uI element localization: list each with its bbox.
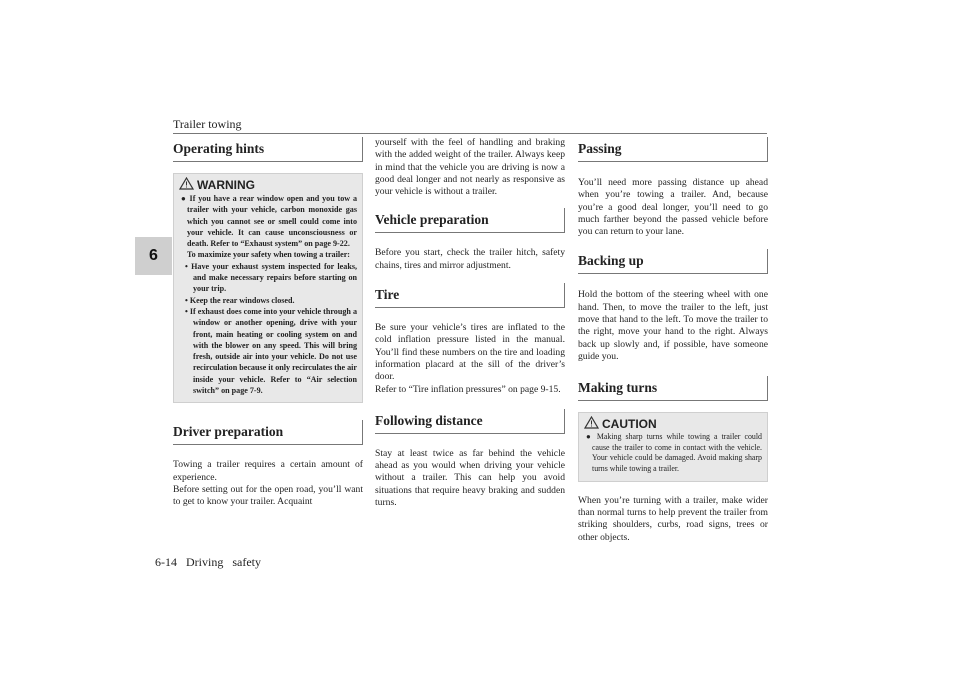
heading-making-turns: Making turns [578,376,768,401]
chapter-tab: 6 [135,237,172,275]
warning-triangle-icon [179,177,194,193]
warning-bullet-text: If you have a rear window open and you tow a trailer with your vehicle, carbon monoxide gas which you cannot see or smell could come into your vehicle. It can cause unconsciousness or death. Refer to “Exhaust system” on page 9-22. [187,194,357,249]
heading-vehicle-preparation: Vehicle preparation [375,208,565,233]
caution-title [584,416,762,432]
continued-paragraph: yourself with the feel of handling and braking with the added weight of the trailer. Always keep in mind that the vehicle you are driving is now a good deal longer and not nearly as responsive as your vehicle is without a trailer. [375,137,565,198]
caution-triangle-icon [584,416,599,432]
driver-paragraph: Towing a trailer requires a certain amount of experience. [173,459,363,483]
heading-tire: Tire [375,283,565,308]
column-3 [578,137,768,544]
backing-paragraph: Hold the bottom of the steering wheel with one hand. Then, to move the trailer to the left, just move that hand to the left. To move the trailer to the right, move your hand to the right. Always back up slowly and, if possible, have someone guide you. [578,289,768,362]
heading-following-distance: Following distance [375,409,565,434]
passing-paragraph: You’ll need more passing distance up ahead when you’re towing a trailer. And, because you’re a good deal longer, you’ll need to go much farther beyond the passed vehicle before you can return to your lane. [578,177,768,238]
warning-item: • Keep the rear windows closed. [185,295,295,305]
caution-bullet-text: Making sharp turns while towing a trailer could cause the trailer to come in contact with the vehicle. Your vehicle could be damaged. Avoid making sharp turns while towing a trailer. [592,432,762,474]
heading-operating-hints: Operating hints [173,137,363,162]
tire-paragraph-2: Refer to “Tire inflation pressures” on page 9-15. [375,383,561,395]
warning-title [179,177,357,193]
vehicle-paragraph: Before you start, check the trailer hitch, safety chains, tires and mirror adjustment. [375,247,565,271]
caution-box [578,412,768,481]
running-footer: 6-14 Driving safety [155,555,261,569]
column-2 [375,137,565,509]
header-rule [173,133,767,134]
heading-backing-up: Backing up [578,249,768,274]
warning-item: • Have your exhaust system inspected for leaks, and make necessary repairs before starting on your trip. [185,261,357,294]
tire-paragraph: Be sure your vehicle’s tires are inflated to the cold inflation pressure listed in the manual. You’ll find these numbers on the tire and loading information placard at the sill of the driver’s door. [375,322,565,383]
heading-driver-preparation: Driver preparation [173,420,363,445]
following-paragraph: Stay at least twice as far behind the vehicle ahead as you would when driving your vehicle without a trailer. This can help you avoid situations that require heavy braking and sudden turns. [375,447,565,509]
heading-passing: Passing [578,137,768,162]
turns-paragraph: When you’re turning with a trailer, make wider than normal turns to help prevent the trailer from striking shoulders, curbs, road signs, trees or other objects. [578,494,768,543]
driver-paragraph-2: Before setting out for the open road, you’ll want to get to know your trailer. Acquaint [173,483,363,508]
caution-bullet: ● Making sharp turns while towing a trailer could cause the trailer to come in contact with the vehicle. Your vehicle could be damaged. Avoid making sharp turns while towing a trailer. [586,432,762,474]
warning-label: WARNING [197,178,255,192]
running-header: Trailer towing [173,117,242,131]
warning-bullet: ● If you have a rear window open and you tow a trailer with your vehicle, carbon monoxide gas which you cannot see or smell could come into your vehicle. It can cause unconsciousness or death. Refer to “Exhaust system” on page 9-22. [181,194,357,249]
caution-label: CAUTION [602,417,657,432]
warning-box [173,173,363,403]
warning-intro: To maximize your safety when towing a trailer: [187,250,350,260]
warning-item: • If exhaust does come into your vehicle through a window or another opening, drive with your front, main heating or cooling system on and with the blower on any speed. This will bring fresh, outside air into your vehicle. Do not use recirculation because it only recirculates the air inside your vehicle. Refer to “Air selection switch” on page 7-9. [185,306,357,396]
column-1 [173,137,363,509]
